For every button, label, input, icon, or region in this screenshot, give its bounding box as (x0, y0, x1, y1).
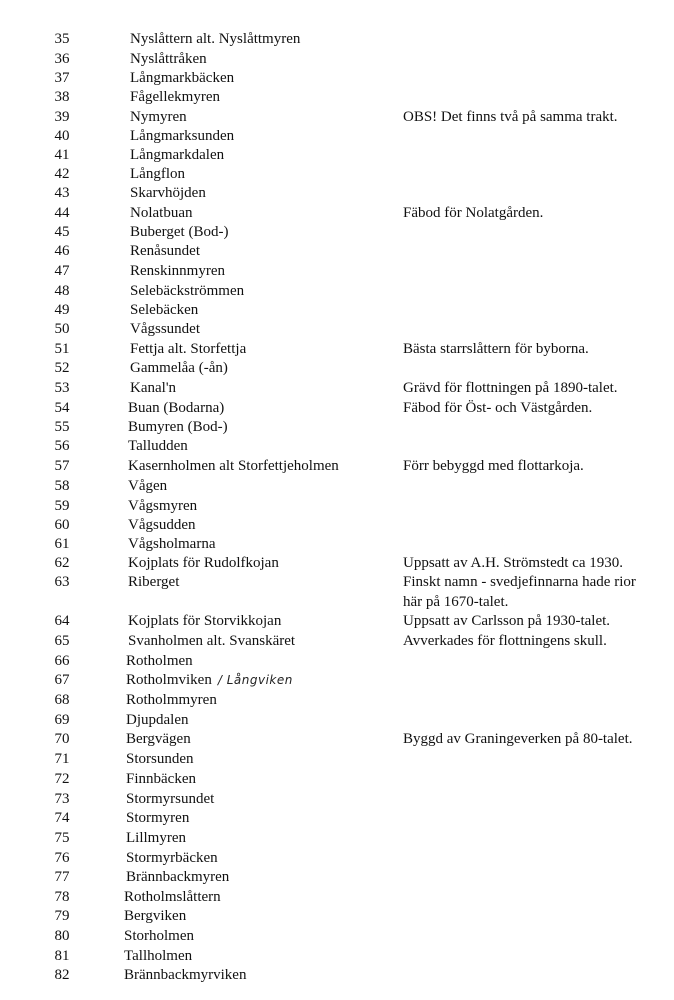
table-row (0, 476, 674, 496)
table-row (0, 222, 674, 242)
entry-number: 47 (54, 263, 70, 279)
table-row (0, 611, 674, 631)
place-name (130, 29, 300, 49)
table-row (0, 378, 674, 398)
table-row (0, 631, 674, 651)
entry-number: 77 (54, 869, 70, 885)
entry-number: 66 (54, 653, 70, 669)
entry-number: 78 (54, 889, 70, 905)
table-row (0, 203, 674, 223)
entry-number: 51 (54, 341, 70, 357)
place-name-text: Djupdalen (126, 712, 189, 728)
table-row (0, 241, 674, 261)
table-row (0, 300, 674, 320)
place-name (128, 515, 196, 535)
place-name-text: Selebäckströmmen (130, 283, 245, 299)
table-row (0, 749, 674, 769)
place-name (130, 281, 244, 301)
place-name-text: Vågsholmarna (128, 536, 216, 552)
remark: Grävd för flottningen på 1890-talet. (403, 380, 618, 396)
entry-number: 64 (54, 613, 70, 629)
table-row (0, 417, 674, 437)
place-name-text: Riberget (128, 574, 180, 590)
place-name-text: Rotholmslåttern (124, 889, 221, 905)
entry-number: 69 (54, 712, 70, 728)
entry-number: 79 (54, 908, 70, 924)
place-name (130, 222, 228, 242)
table-row (0, 49, 674, 69)
table-row (0, 29, 674, 49)
place-name (130, 261, 225, 281)
table-row (0, 339, 674, 359)
place-name-text: Lillmyren (126, 830, 186, 846)
place-name-text: Finnbäcken (126, 771, 196, 787)
place-name-text: Renskinnmyren (130, 263, 225, 279)
place-name (128, 553, 279, 573)
place-name (130, 164, 185, 184)
place-name-text: Buan (Bodarna) (128, 400, 225, 416)
table-row (0, 553, 674, 573)
place-name-text: Stormyrsundet (126, 791, 215, 807)
entry-number: 60 (54, 517, 70, 533)
table-row (0, 358, 674, 378)
table-row (0, 534, 674, 554)
place-name (130, 378, 176, 398)
place-name-text: Långmarksunden (130, 128, 235, 144)
table-row (0, 729, 674, 749)
entry-number: 62 (54, 555, 70, 571)
entry-number: 56 (54, 438, 70, 454)
entry-number: 46 (54, 243, 70, 259)
remark: Finskt namn - svedjefinnarna hade rior (403, 574, 636, 590)
entry-number: 65 (54, 633, 70, 649)
place-name (126, 710, 188, 730)
place-name (126, 848, 218, 868)
place-name-text: Fågellekmyren (130, 89, 220, 105)
remark: Fäbod för Öst- och Västgården. (403, 400, 593, 416)
place-name (130, 241, 200, 261)
table-row (0, 515, 674, 535)
place-name-text: Rotholmen (126, 653, 193, 669)
place-name-text: Vågssundet (130, 321, 200, 337)
table-row (0, 651, 674, 671)
entry-number: 58 (54, 478, 70, 494)
entry-number: 80 (54, 928, 70, 944)
entry-number: 39 (54, 109, 70, 125)
place-name (128, 631, 295, 651)
place-name-text: Rotholmviken (126, 672, 212, 688)
place-name-text: Kojplats för Rudolfkojan (128, 555, 279, 571)
table-row (0, 572, 674, 592)
place-name-text: Gammelåa (-ån) (130, 360, 228, 376)
place-name (130, 49, 207, 69)
place-name-text: Brännbackmyren (126, 869, 230, 885)
remark: Uppsatt av A.H. Strömstedt ca 1930. (403, 555, 623, 571)
entry-number: 35 (54, 31, 70, 47)
entry-number: 49 (54, 302, 70, 318)
entry-number: 71 (54, 751, 70, 767)
place-name-text: Skarvhöjden (130, 185, 206, 201)
place-name-text: Renåsundet (130, 243, 200, 259)
entry-number: 36 (54, 51, 70, 67)
entry-number: 67 (54, 672, 70, 688)
entry-number: 43 (54, 185, 70, 201)
entry-number: 75 (54, 830, 70, 846)
entry-number: 52 (54, 360, 70, 376)
entry-number: 57 (54, 458, 70, 474)
place-name (124, 926, 194, 946)
entry-number: 48 (54, 283, 70, 299)
place-name (128, 456, 339, 476)
table-row (0, 183, 674, 203)
table-row (0, 87, 674, 107)
place-name (128, 436, 188, 456)
entry-number: 61 (54, 536, 70, 552)
place-name (126, 828, 186, 848)
place-name (130, 339, 246, 359)
table-row (0, 164, 674, 184)
entry-number: 76 (54, 850, 70, 866)
place-name-text: Kanal'n (130, 380, 177, 396)
place-name (128, 476, 167, 496)
table-row (0, 690, 674, 710)
place-name-text: Tallholmen (124, 948, 193, 964)
place-name (126, 690, 217, 710)
place-name (124, 887, 221, 907)
place-name (126, 808, 189, 828)
place-name (128, 417, 228, 437)
place-name-text: Bergvägen (126, 731, 191, 747)
place-name (130, 68, 234, 88)
remark: Bästa starrslåttern för byborna. (403, 341, 589, 357)
place-name (130, 87, 220, 107)
place-name-text: Vågsudden (128, 517, 196, 533)
remark: Uppsatt av Carlsson på 1930-talet. (403, 613, 611, 629)
place-name-text: Stormyren (126, 810, 190, 826)
table-row (0, 281, 674, 301)
entry-number: 41 (54, 147, 70, 163)
place-name (130, 107, 187, 127)
table-row (0, 789, 674, 809)
place-name-text: Storsunden (126, 751, 194, 767)
place-name (130, 203, 192, 223)
place-name (126, 769, 196, 789)
place-name (130, 300, 198, 320)
place-name-text: Kojplats för Storvikkojan (128, 613, 282, 629)
place-name (128, 398, 224, 418)
table-row (0, 398, 674, 418)
entry-number: 37 (54, 70, 70, 86)
place-name (128, 611, 281, 631)
place-name-text: Bumyren (Bod-) (128, 419, 228, 435)
place-name-text: Nyslåttråken (130, 51, 207, 67)
entry-number: 81 (54, 948, 70, 964)
place-name-text: Svanholmen alt. Svanskäret (128, 633, 296, 649)
table-row (0, 126, 674, 146)
table-row (0, 261, 674, 281)
table-row (0, 496, 674, 516)
place-name (130, 183, 206, 203)
place-name (130, 126, 234, 146)
remark: Byggd av Graningeverken på 80-talet. (403, 731, 633, 747)
table-row (0, 592, 674, 612)
place-name-text: Nolatbuan (130, 205, 193, 221)
entry-number: 72 (54, 771, 70, 787)
place-name (130, 319, 200, 339)
entry-number: 44 (54, 205, 70, 221)
table-row (0, 769, 674, 789)
table-row (0, 670, 674, 690)
table-row (0, 848, 674, 868)
entry-number: 74 (54, 810, 70, 826)
entry-number: 73 (54, 791, 70, 807)
place-name (128, 572, 179, 592)
handwritten-annotation: / Långviken (217, 673, 293, 687)
place-name (126, 670, 293, 690)
remark: Avverkades för flottningens skull. (403, 633, 607, 649)
entry-number: 45 (54, 224, 70, 240)
remark: Förr bebyggd med flottarkoja. (403, 458, 584, 474)
table-row (0, 456, 674, 476)
place-name (126, 749, 194, 769)
table-row (0, 436, 674, 456)
entry-number: 50 (54, 321, 70, 337)
entry-number: 55 (54, 419, 70, 435)
place-name-text: Storholmen (124, 928, 194, 944)
place-name (126, 729, 191, 749)
remark: Fäbod för Nolatgården. (403, 205, 544, 221)
entry-number: 70 (54, 731, 70, 747)
place-name-text: Nymyren (130, 109, 187, 125)
place-name (124, 906, 186, 926)
table-row (0, 946, 674, 966)
place-name-text: Buberget (Bod-) (130, 224, 229, 240)
remark: OBS! Det finns två på samma trakt. (403, 109, 618, 125)
place-name (124, 946, 192, 966)
table-row (0, 808, 674, 828)
place-name-text: Brännbackmyrviken (124, 967, 247, 983)
place-name-text: Vågen (128, 478, 168, 494)
place-name-text: Långmarkbäcken (130, 70, 235, 86)
place-name (128, 534, 215, 554)
place-name-text: Kasernholmen alt Storfettjeholmen (128, 458, 339, 474)
place-name-text: Fettja alt. Storfettja (130, 341, 247, 357)
place-name (126, 789, 214, 809)
place-name-text: Långflon (130, 166, 185, 182)
table-row (0, 828, 674, 848)
place-name (124, 965, 246, 985)
place-name-text: Rotholmmyren (126, 692, 217, 708)
entry-number: 82 (54, 967, 70, 983)
entry-number: 59 (54, 498, 70, 514)
table-row (0, 906, 674, 926)
place-name-text: Långmarkdalen (130, 147, 225, 163)
table-row (0, 145, 674, 165)
entry-number: 42 (54, 166, 70, 182)
place-name-text: Stormyrbäcken (126, 850, 218, 866)
table-row (0, 107, 674, 127)
entry-number: 53 (54, 380, 70, 396)
place-name-text: Nyslåttern alt. Nyslåttmyren (130, 31, 301, 47)
entry-number: 40 (54, 128, 70, 144)
entry-number: 54 (54, 400, 70, 416)
place-name (128, 496, 197, 516)
remark: här på 1670-talet. (403, 594, 509, 610)
table-row (0, 867, 674, 887)
table-row (0, 887, 674, 907)
entry-number: 68 (54, 692, 70, 708)
table-row (0, 710, 674, 730)
place-name-text: Bergviken (124, 908, 187, 924)
table-row (0, 68, 674, 88)
place-name (126, 651, 193, 671)
place-name (126, 867, 229, 887)
entry-number: 63 (54, 574, 70, 590)
place-name (130, 145, 224, 165)
place-name-text: Selebäcken (130, 302, 199, 318)
entry-number: 38 (54, 89, 70, 105)
table-row (0, 926, 674, 946)
table-row (0, 319, 674, 339)
place-name (130, 358, 228, 378)
table-row (0, 965, 674, 985)
place-name-text: Vågsmyren (128, 498, 198, 514)
place-name-text: Talludden (128, 438, 188, 454)
